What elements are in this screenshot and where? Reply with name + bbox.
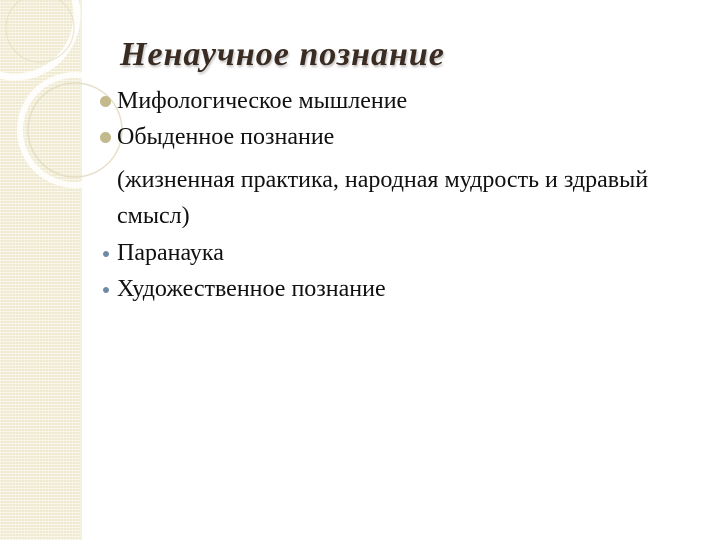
round-bullet-icon <box>100 132 111 143</box>
item-note: (жизненная практика, народная мудрость и здравый смысл) <box>117 167 649 229</box>
round-bullet-icon <box>100 96 111 107</box>
list-item-text: Паранаука <box>117 240 224 266</box>
dot-bullet-icon <box>103 251 109 257</box>
list-item <box>100 83 700 119</box>
list-item-text: Художественное познание <box>117 276 386 302</box>
slide-title: Ненаучное познание <box>120 36 445 73</box>
list-item-text: Обыденное познание <box>117 124 335 150</box>
list-item <box>100 235 700 271</box>
dot-bullet-icon <box>103 287 109 293</box>
list-item-text: Мифологическое мышление <box>117 88 408 114</box>
list-item <box>100 271 700 307</box>
list-item <box>100 119 700 155</box>
